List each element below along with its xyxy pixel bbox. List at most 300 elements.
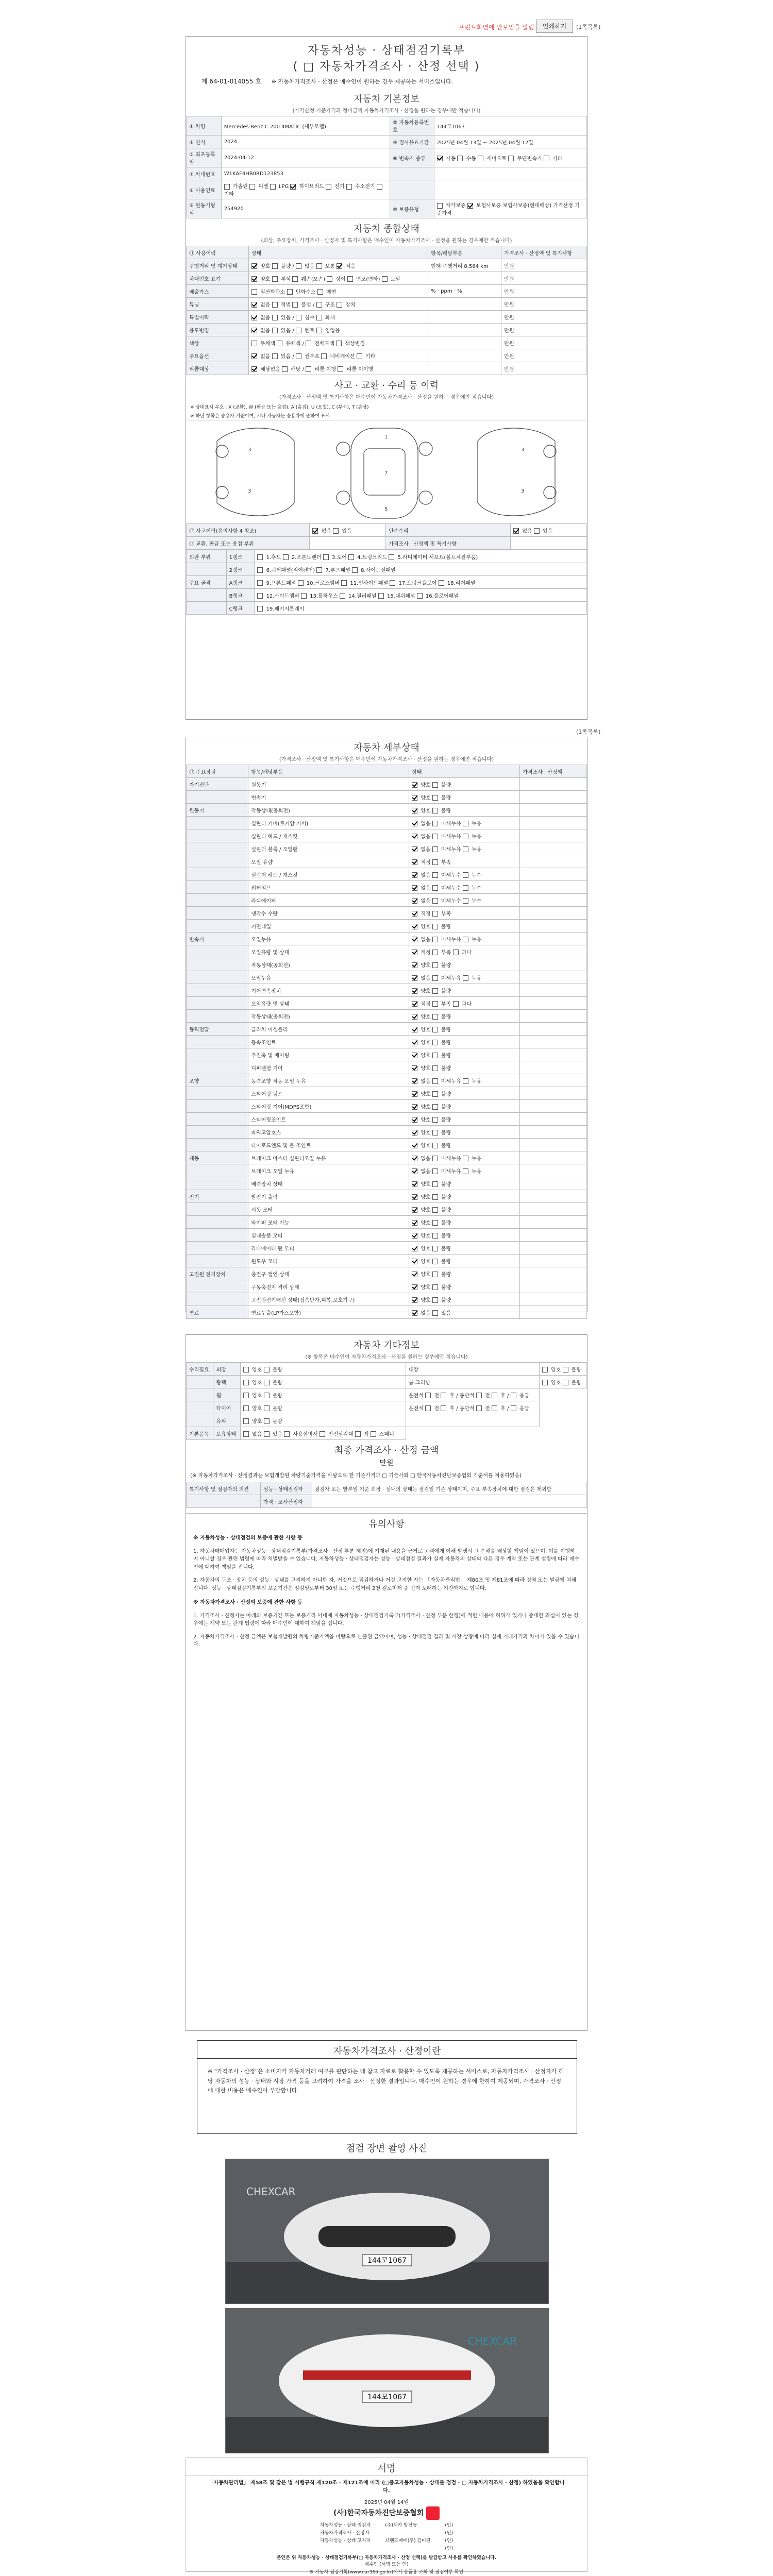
- detail-item: 브레이크 오일 누유: [248, 1164, 409, 1177]
- unchecked-box-icon: [432, 821, 438, 826]
- detail-item: 디퍼렌셜 기어: [248, 1061, 409, 1074]
- detail-price: [520, 1306, 587, 1319]
- unchecked-box-icon: [340, 593, 345, 599]
- accident-row: [187, 524, 587, 537]
- detail-row: [187, 958, 587, 971]
- sign-cell: (인): [445, 2523, 453, 2528]
- unchecked-box-icon: [432, 1117, 438, 1123]
- detail-category: 동력전달: [187, 1023, 248, 1036]
- checked-box-icon: [412, 962, 417, 968]
- checked-box-icon: [412, 795, 417, 801]
- table-cell: 254920: [221, 199, 390, 218]
- unchecked-box-icon: [476, 1405, 482, 1411]
- table-cell: 만원: [501, 324, 587, 336]
- detail-row: [187, 1113, 587, 1126]
- detail-category: [187, 997, 248, 1010]
- detail-subtitle: (가격조사 · 산정액 및 특기사항은 매수인이 자동차가격조사 · 산정을 원하는 경우에만 적습니다): [279, 757, 494, 762]
- table-cell: 기본품목: [187, 1427, 213, 1440]
- detail-status: 없음 미세누수 누수: [409, 868, 520, 881]
- detail-item: 충전구 절연 상태: [248, 1267, 409, 1280]
- buyer-mark: (서명 또는 인): [379, 2562, 409, 2567]
- detail-status: 없음 미세누유 누유: [409, 971, 520, 984]
- table-cell: ② 자동차등록번호: [390, 116, 434, 135]
- detail-status: 양호 불량: [409, 1177, 520, 1190]
- detail-item: 작동상태(공회전): [248, 804, 409, 817]
- table-cell: 양호 불량: [240, 1401, 406, 1414]
- detail-item: 추진축 및 베어링: [248, 1048, 409, 1061]
- table-cell: 유리: [213, 1414, 240, 1427]
- sign-cell: (인): [445, 2538, 453, 2544]
- signature-section: [186, 2458, 587, 2575]
- detail-category: [187, 1255, 248, 1267]
- sheet-page-2: [186, 737, 587, 1316]
- unchecked-box-icon: [432, 937, 438, 942]
- unchecked-box-icon: [264, 1367, 270, 1372]
- document-title: 자동차성능 · 상태점검기록부: [307, 44, 465, 57]
- detail-status: 양호 불량: [409, 1100, 520, 1113]
- unchecked-box-icon: [544, 156, 549, 161]
- table-cell: 수리필요: [187, 1363, 213, 1376]
- detail-row: [187, 1203, 587, 1216]
- table-cell: [187, 563, 227, 576]
- detail-price: [520, 1048, 587, 1061]
- table-cell: ⑫ 사고이력(유의사항 4 참조): [187, 524, 310, 537]
- basic-info-table: [186, 116, 587, 218]
- checked-box-icon: [412, 1014, 417, 1020]
- detail-price: [520, 868, 587, 881]
- summary-row: [187, 298, 587, 311]
- detail-item: 작동상태(공회전): [248, 1010, 409, 1023]
- caution-para-a: ※ 자동차성능 · 상태점검의 보증에 관한 사항 등: [193, 1535, 303, 1541]
- table-cell: ⑧ 사용연료: [187, 180, 222, 199]
- checked-box-icon: [412, 1040, 417, 1045]
- unchecked-box-icon: [432, 1310, 438, 1316]
- detail-row: [187, 1036, 587, 1048]
- summary-column-header: 상태: [248, 246, 428, 259]
- table-cell: [511, 537, 587, 550]
- sign-row: [313, 2521, 460, 2529]
- detail-item: 스티어링조인트: [248, 1113, 409, 1126]
- other-info-row: [187, 1401, 587, 1414]
- notice-title: 자동차가격조사 · 산정이란: [197, 2041, 577, 2059]
- checked-box-icon: [412, 1246, 417, 1251]
- unchecked-box-icon: [463, 821, 468, 826]
- detail-row: [187, 1164, 587, 1177]
- unchecked-box-icon: [432, 1246, 438, 1251]
- unchecked-box-icon: [432, 782, 438, 788]
- detail-price: [520, 1177, 587, 1190]
- detail-item: 브레이크 마스터 실린더오일 누유: [248, 1151, 409, 1164]
- caution-text-b: 2. 자동차의 구조 · 장치 등의 성능 · 상태를 고지하지 아니한 자, 거짓으로 점검하거나 거짓 고지한 자는 「자동차관리법」 제80조 및 제81조에 따라 징역 또는 벌금에 처해집니다. 성능 · 상태점검기록부의 보증기간은 점검일로부터 30일 또는 주행거리 2천 킬로미터 중 먼저 도래하는 기간까지로 합니다.: [193, 1578, 576, 1591]
- detail-price: [520, 958, 587, 971]
- print-button[interactable]: 인쇄하기: [536, 20, 573, 33]
- sign-cell: [378, 2544, 438, 2552]
- detail-category: [187, 1139, 248, 1151]
- table-cell: 12.사이드멤버 13.휠하우스 14.필러패널 15.대쉬패널 16.플로어패널: [255, 589, 587, 602]
- detail-category: [187, 920, 248, 933]
- table-cell: 없음 있음 / 렌트 영업용: [248, 324, 428, 336]
- detail-item: 등속조인트: [248, 1036, 409, 1048]
- detail-row: [187, 1255, 587, 1267]
- detail-row: [187, 945, 587, 958]
- table-cell: 없음 있음 / 침수 화재: [248, 311, 428, 324]
- detail-price: [520, 984, 587, 997]
- detail-column-header: 항목/해당부품: [248, 765, 409, 778]
- detail-price: [520, 1010, 587, 1023]
- detail-price: [520, 933, 587, 945]
- table-cell: ④ 검사유효기간: [390, 135, 434, 148]
- detail-item: 타이로드엔드 및 볼 조인트: [248, 1139, 409, 1151]
- table-cell: [390, 180, 434, 199]
- checked-box-icon: [412, 1001, 417, 1007]
- checked-box-icon: [412, 937, 417, 942]
- front-brand-text: CHEXCAR: [246, 2185, 296, 2198]
- checked-box-icon: [412, 1310, 417, 1316]
- svg-text:3: 3: [521, 447, 525, 453]
- unchecked-box-icon: [432, 950, 438, 955]
- inspection-photo-rear: [225, 2308, 549, 2453]
- detail-row: [187, 1074, 587, 1087]
- detail-status: 없음 미세누유 누유: [409, 933, 520, 945]
- accident-header: 사고 · 교환 · 수리 등 이력: [334, 380, 439, 391]
- unchecked-box-icon: [287, 289, 293, 295]
- detail-item: 오일누유: [248, 933, 409, 945]
- unchecked-box-icon: [224, 184, 230, 190]
- detail-price: [520, 920, 587, 933]
- checked-box-icon: [513, 528, 519, 534]
- unchecked-box-icon: [243, 1418, 249, 1424]
- unchecked-box-icon: [272, 328, 278, 333]
- table-cell: 없음 있음: [511, 524, 587, 537]
- detail-table: [186, 765, 587, 1319]
- detail-price: [520, 971, 587, 984]
- detail-category: [187, 1203, 248, 1216]
- sign-cell: 브랜드매매(주) 김미진: [385, 2538, 431, 2544]
- unchecked-box-icon: [301, 593, 307, 599]
- unchecked-box-icon: [272, 263, 278, 269]
- panel-row: [187, 589, 587, 602]
- detail-category: [187, 945, 248, 958]
- unchecked-box-icon: [337, 302, 342, 308]
- unchecked-box-icon: [441, 1405, 446, 1411]
- detail-price: [520, 817, 587, 829]
- other-info-row: [187, 1427, 587, 1440]
- table-cell: ⑩ 보증유형: [390, 199, 434, 218]
- detail-row: [187, 920, 587, 933]
- table-cell: 1.후드 2.프론트펜더 3.도어 4.트렁크리드 5.라디에이터 서포트(볼트체결부품): [255, 550, 587, 563]
- unchecked-box-icon: [257, 554, 263, 560]
- detail-status: 없음 미세누유 누유: [409, 1164, 520, 1177]
- basic-info-row: [187, 180, 587, 199]
- detail-category: 변속기: [187, 933, 248, 945]
- unchecked-box-icon: [432, 1156, 438, 1161]
- table-cell: [187, 589, 227, 602]
- document-subtitle: ( □ 자동차가격조사 · 산정 선택 ): [293, 60, 480, 73]
- detail-row: [187, 894, 587, 907]
- table-cell: ⑦ 차대번호: [187, 167, 222, 180]
- table-cell: 1랭크: [226, 550, 255, 563]
- caution-text-d: 2. 자동차가격조사 · 산정 금액은 보험개발원의 차량기준가액을 바탕으로 산출된 금액이며, 성능 · 상태점검 결과 및 시장 상황에 따라 실제 거래가격과 차이가 있을 수 있습니다.: [193, 1634, 580, 1648]
- detail-status: 양호 불량: [409, 958, 520, 971]
- detail-category: [187, 1048, 248, 1061]
- other-header: 자동차 기타정보: [354, 1340, 419, 1351]
- caution-header: 유의사항: [186, 1513, 587, 1531]
- detail-category: [187, 1036, 248, 1048]
- basic-info-row: [187, 116, 587, 135]
- checked-box-icon: [412, 911, 417, 917]
- other-table: [186, 1362, 587, 1440]
- table-cell: 없음 있음: [310, 524, 386, 537]
- rear-plate-text: 144모1067: [367, 2393, 407, 2401]
- unchecked-box-icon: [336, 341, 342, 346]
- price-notice-box: [197, 2040, 577, 2134]
- table-cell: 색상: [187, 336, 249, 349]
- detail-category: [187, 1229, 248, 1242]
- unchecked-box-icon: [463, 1078, 468, 1084]
- detail-row: [187, 1293, 587, 1306]
- detail-item: 고전원전기배선 상태(접속단자,피복,보호기구): [248, 1293, 409, 1306]
- summary-row: [187, 349, 587, 362]
- sign-cell: (인): [445, 2546, 453, 2551]
- unchecked-box-icon: [282, 366, 288, 372]
- unchecked-box-icon: [432, 1104, 438, 1110]
- detail-row: [187, 881, 587, 894]
- unchecked-box-icon: [355, 1431, 361, 1437]
- detail-row: [187, 1126, 587, 1139]
- unchecked-box-icon: [348, 554, 354, 560]
- unchecked-box-icon: [453, 950, 459, 955]
- checked-box-icon: [437, 156, 443, 161]
- detail-status: 양호 불량: [409, 1010, 520, 1023]
- checked-box-icon: [412, 1168, 417, 1174]
- detail-row: [187, 1190, 587, 1203]
- detail-category: [187, 1087, 248, 1100]
- summary-row: [187, 259, 587, 272]
- detail-price: [520, 907, 587, 920]
- table-cell: A랭크: [226, 576, 255, 589]
- detail-status: 없음 미세누유 누유: [409, 1151, 520, 1164]
- table-cell: 차대번호 표기: [187, 272, 249, 285]
- unchecked-box-icon: [478, 156, 483, 161]
- detail-category: [187, 855, 248, 868]
- print-hidden-notice-link[interactable]: 프린트화면에 안보임을 알림: [459, 24, 534, 31]
- checked-box-icon: [412, 975, 417, 981]
- price-value: 만원: [379, 1459, 394, 1467]
- summary-row: [187, 272, 587, 285]
- unchecked-box-icon: [296, 263, 301, 269]
- detail-status: 양호 불량: [409, 778, 520, 791]
- checked-box-icon: [290, 184, 296, 190]
- checked-box-icon: [412, 1284, 417, 1290]
- car-rear-photo: [226, 2309, 548, 2453]
- unchecked-box-icon: [432, 846, 438, 852]
- detail-category: [187, 791, 248, 804]
- table-cell: [434, 167, 586, 180]
- document-number: 제 64-01-014055 호: [201, 78, 261, 85]
- basic-info-row: [187, 199, 587, 218]
- detail-row: [187, 971, 587, 984]
- sign-footer[interactable]: ※ 자동차 점검기록(www.car365.go.kr)에서 상품용 조회 및 점검여부 확인: [309, 2570, 464, 2575]
- unchecked-box-icon: [476, 1393, 482, 1398]
- detail-category: [187, 1126, 248, 1139]
- table-cell: 리콜대상: [187, 362, 249, 375]
- checked-box-icon: [412, 1272, 417, 1277]
- detail-price: [520, 1203, 587, 1216]
- detail-price: [520, 778, 587, 791]
- table-cell: 운전석 전 후 / 동반석 전 후 / 응급: [406, 1388, 539, 1401]
- detail-item: 라디에이터: [248, 894, 409, 907]
- detail-row: [187, 855, 587, 868]
- sign-cell: [313, 2544, 378, 2552]
- unchecked-box-icon: [316, 302, 322, 308]
- checked-box-icon: [412, 808, 417, 814]
- company-name: (사)한국자동차진단보증협회: [333, 2509, 424, 2517]
- detail-row: [187, 829, 587, 842]
- checked-box-icon: [412, 1259, 417, 1264]
- unchecked-box-icon: [432, 975, 438, 981]
- svg-text:3: 3: [248, 488, 251, 494]
- detail-status: 양호 불량: [409, 1293, 520, 1306]
- unchecked-box-icon: [417, 593, 423, 599]
- table-cell: [428, 349, 501, 362]
- other-info-row: [187, 1363, 587, 1376]
- table-cell: 만원: [501, 285, 587, 298]
- detail-price: [520, 1151, 587, 1164]
- detail-price: [520, 1087, 587, 1100]
- table-cell: 양호 불량 / 많음 보통 적음: [248, 259, 428, 272]
- summary-table: [186, 246, 587, 375]
- detail-row: [187, 1100, 587, 1113]
- table-cell: 양호 불량: [240, 1363, 406, 1376]
- unchecked-box-icon: [432, 1220, 438, 1226]
- unchecked-box-icon: [270, 184, 276, 190]
- detail-item: 와이퍼 모터 기능: [248, 1216, 409, 1229]
- panel-row: [187, 602, 587, 615]
- checked-box-icon: [412, 1053, 417, 1058]
- unchecked-box-icon: [327, 276, 332, 282]
- table-cell: 만원: [501, 259, 587, 272]
- unchecked-box-icon: [277, 341, 282, 346]
- unchecked-box-icon: [453, 1001, 459, 1007]
- checked-box-icon: [412, 1233, 417, 1239]
- detail-status: 양호 불량: [409, 1242, 520, 1255]
- detail-row: [187, 817, 587, 829]
- detail-row: [187, 1023, 587, 1036]
- table-cell: 내장: [406, 1363, 539, 1376]
- detail-row: [187, 1280, 587, 1293]
- unchecked-box-icon: [243, 1393, 249, 1398]
- detail-row: [187, 1010, 587, 1023]
- accident-subtitle: (가격조사 · 산정액 및 특기사항은 매수인이 자동차가격조사 · 산정을 원하는 경우에만 적습니다): [279, 395, 494, 400]
- checked-box-icon: [467, 203, 473, 209]
- detail-status: 적정 부족 과다: [409, 945, 520, 958]
- detail-status: 양호 불량: [409, 1280, 520, 1293]
- detail-item: 오일유량 및 상태: [248, 945, 409, 958]
- detail-status: 적정 부족: [409, 855, 520, 868]
- detail-category: [187, 1100, 248, 1113]
- detail-item: 실린더 헤드 / 개스킷: [248, 829, 409, 842]
- other-subtitle: (※ 항목은 매수인이 자동차가격조사 · 산정을 원하는 경우에만 적습니다): [305, 1354, 468, 1360]
- table-cell: 가솔린 디젤 LPG 하이브리드 전기 수소전기 기타: [221, 180, 390, 199]
- unchecked-box-icon: [508, 156, 514, 161]
- document-note: ※ 자동차가격조사 · 산정은 매수인이 원하는 경우 제공하는 서비스입니다.: [271, 78, 453, 85]
- table-cell: ① 차명: [187, 116, 222, 135]
- unchecked-box-icon: [432, 1168, 438, 1174]
- accident-table: [186, 523, 587, 550]
- detail-category: 원동기: [187, 804, 248, 817]
- detail-row: [187, 997, 587, 1010]
- basic-info-row: [187, 148, 587, 167]
- unchecked-box-icon: [432, 1014, 438, 1020]
- detail-price: [520, 1113, 587, 1126]
- checked-box-icon: [412, 846, 417, 852]
- checked-box-icon: [251, 263, 257, 269]
- detail-item: 동력조향 작동 오일 누유: [248, 1074, 409, 1087]
- checked-box-icon: [251, 366, 257, 372]
- buyer-label: 매수인: [364, 2562, 378, 2567]
- detail-category: [187, 817, 248, 829]
- detail-status: 양호 불량: [409, 1267, 520, 1280]
- detail-price: [520, 1216, 587, 1229]
- detail-status: 양호 불량: [409, 1139, 520, 1151]
- checked-box-icon: [412, 1297, 417, 1303]
- table-cell: 해당없음 해당 / 리콜 이행 리콜 미이행: [248, 362, 428, 375]
- table-cell: 점검자 또는 발부일 기준 외장 · 실내의 상태는 점검일 기준 상태이며, 주요 부속장치에 대한 점검은 제외함: [312, 1482, 586, 1495]
- unchecked-box-icon: [257, 593, 263, 599]
- unchecked-box-icon: [264, 1405, 270, 1411]
- unchecked-box-icon: [306, 341, 311, 346]
- table-cell: 가격 · 조사산정자: [260, 1495, 312, 1508]
- detail-row: [187, 1216, 587, 1229]
- other-info-row: [187, 1388, 587, 1401]
- table-cell: ③ 연식: [187, 135, 222, 148]
- detail-category: [187, 842, 248, 855]
- page-list-label[interactable]: (1쪽목록): [576, 24, 601, 30]
- detail-price: [520, 1100, 587, 1113]
- checked-box-icon: [412, 834, 417, 839]
- table-cell: ⑤ 최초등록일: [187, 148, 222, 167]
- sign-row: [313, 2529, 460, 2536]
- inspection-photo-front: [225, 2159, 549, 2304]
- opinion-row: [187, 1495, 587, 1508]
- unchecked-box-icon: [511, 1405, 516, 1411]
- unchecked-box-icon: [321, 353, 327, 359]
- detail-price: [520, 1023, 587, 1036]
- detail-price: [520, 1242, 587, 1255]
- unchecked-box-icon: [323, 554, 329, 560]
- table-cell: ⑨ 원동기형식: [187, 199, 222, 218]
- unchecked-box-icon: [432, 1130, 438, 1136]
- detail-price: [520, 1061, 587, 1074]
- unchecked-box-icon: [432, 1027, 438, 1032]
- detail-category: 자기진단: [187, 778, 248, 791]
- table-cell: 없음 있음 사용설명서 안전삼각대 잭 스패너: [240, 1427, 406, 1440]
- car-diagram: [186, 420, 587, 523]
- unchecked-box-icon: [439, 580, 444, 586]
- rear-brand-text: CHEXCAR: [468, 2335, 517, 2347]
- table-cell: [312, 1495, 586, 1508]
- table-cell: 2랭크: [226, 563, 255, 576]
- detail-category: 고전원 전기장치: [187, 1267, 248, 1280]
- detail-column-header: 상태: [409, 765, 520, 778]
- basic-info-header: 자동차 기본정보: [354, 94, 419, 105]
- checked-box-icon: [412, 1143, 417, 1148]
- detail-row: [187, 907, 587, 920]
- table-cell: W1KAF4HB0RD123853: [221, 167, 390, 180]
- unchecked-box-icon: [249, 184, 255, 190]
- unchecked-box-icon: [316, 315, 322, 320]
- sign-row: [313, 2536, 460, 2544]
